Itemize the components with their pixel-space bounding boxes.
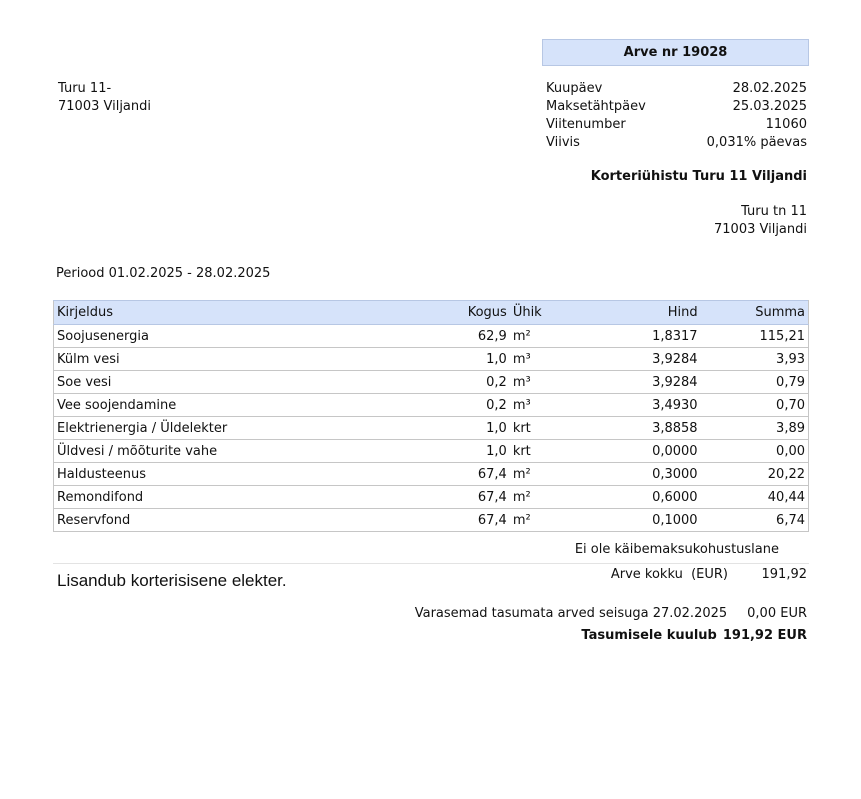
cell-quantity: 67,4 — [398, 463, 510, 486]
table-row — [54, 440, 809, 463]
cell-quantity: 0,2 — [398, 371, 510, 394]
cell-price: 0,0000 — [574, 440, 701, 463]
table-row — [54, 417, 809, 440]
table-row — [54, 509, 809, 532]
cell-description: Reservfond — [54, 509, 398, 532]
divider — [53, 563, 809, 564]
vat-note: Ei ole käibemaksukohustuslane — [574, 542, 779, 557]
total-label: Arve kokku (EUR) — [610, 567, 728, 582]
cell-unit: m² — [510, 509, 574, 532]
meta-value: 11060 — [765, 117, 807, 132]
cell-unit: m³ — [510, 371, 574, 394]
cell-quantity: 0,2 — [398, 394, 510, 417]
cell-unit: krt — [510, 440, 574, 463]
cell-unit: m² — [510, 325, 574, 348]
cell-unit: m² — [510, 463, 574, 486]
cell-sum: 115,21 — [701, 325, 809, 348]
cell-description: Soe vesi — [54, 371, 398, 394]
table-row — [54, 325, 809, 348]
billing-period: Periood 01.02.2025 - 28.02.2025 — [56, 266, 271, 281]
cell-description: Haldusteenus — [54, 463, 398, 486]
cell-unit: m³ — [510, 348, 574, 371]
table-row — [54, 394, 809, 417]
cell-description: Üldvesi / mõõturite vahe — [54, 440, 398, 463]
cell-sum: 6,74 — [701, 509, 809, 532]
cell-price: 0,3000 — [574, 463, 701, 486]
meta-row-reference — [546, 116, 807, 134]
header-sum: Summa — [701, 301, 809, 325]
cell-quantity: 1,0 — [398, 417, 510, 440]
header-description: Kirjeldus — [54, 301, 398, 325]
table-row — [54, 371, 809, 394]
cell-unit: krt — [510, 417, 574, 440]
invoice-title: Arve nr 19028 — [542, 39, 809, 66]
table-header-row — [54, 301, 809, 325]
invoice-meta — [546, 80, 807, 152]
cell-quantity: 62,9 — [398, 325, 510, 348]
cell-sum: 0,70 — [701, 394, 809, 417]
header-unit: Ühik — [510, 301, 574, 325]
cell-quantity: 1,0 — [398, 440, 510, 463]
cell-sum: 20,22 — [701, 463, 809, 486]
company-name: Korteriühistu Turu 11 Viljandi — [590, 169, 807, 184]
total-value: 191,92 — [761, 567, 807, 582]
amount-due-label: Tasumisele kuulub — [581, 628, 717, 643]
customer-address-line2: 71003 Viljandi — [58, 99, 151, 114]
line-items-table — [53, 300, 809, 532]
company-address-line2: 71003 Viljandi — [714, 222, 807, 237]
table-row — [54, 348, 809, 371]
previous-unpaid-label: Varasemad tasumata arved seisuga 27.02.2025 — [414, 606, 728, 621]
cell-sum: 0,00 — [701, 440, 809, 463]
cell-sum: 3,93 — [701, 348, 809, 371]
cell-sum: 3,89 — [701, 417, 809, 440]
header-price: Hind — [574, 301, 701, 325]
meta-row-penalty — [546, 134, 807, 152]
cell-price: 3,4930 — [574, 394, 701, 417]
cell-description: Soojusenergia — [54, 325, 398, 348]
meta-value: 28.02.2025 — [732, 81, 807, 96]
table-row — [54, 463, 809, 486]
meta-label: Viitenumber — [546, 117, 626, 132]
cell-price: 1,8317 — [574, 325, 701, 348]
cell-quantity: 67,4 — [398, 509, 510, 532]
previous-unpaid-value: 0,00 EUR — [747, 606, 807, 621]
customer-address — [58, 80, 151, 116]
meta-label: Kuupäev — [546, 81, 603, 96]
cell-price: 3,9284 — [574, 348, 701, 371]
meta-label: Viivis — [546, 135, 580, 150]
cell-quantity: 1,0 — [398, 348, 510, 371]
cell-sum: 0,79 — [701, 371, 809, 394]
cell-unit: m² — [510, 486, 574, 509]
cell-price: 3,9284 — [574, 371, 701, 394]
cell-price: 0,1000 — [574, 509, 701, 532]
cell-description: Elektrienergia / Üldelekter — [54, 417, 398, 440]
table-row — [54, 486, 809, 509]
company-address — [714, 203, 807, 239]
customer-address-line1: Turu 11- — [58, 81, 112, 96]
cell-description: Remondifond — [54, 486, 398, 509]
previous-unpaid — [415, 606, 807, 621]
cell-description: Külm vesi — [54, 348, 398, 371]
header-quantity: Kogus — [398, 301, 510, 325]
company-address-line1: Turu tn 11 — [741, 204, 807, 219]
meta-row-date — [546, 80, 807, 98]
meta-label: Maksetähtpäev — [546, 99, 646, 114]
meta-row-due-date — [546, 98, 807, 116]
cell-unit: m³ — [510, 394, 574, 417]
extra-note: Lisandub korterisisene elekter. — [57, 571, 287, 590]
meta-value: 0,031% päevas — [706, 135, 807, 150]
cell-quantity: 67,4 — [398, 486, 510, 509]
amount-due — [581, 628, 807, 643]
cell-description: Vee soojendamine — [54, 394, 398, 417]
meta-value: 25.03.2025 — [732, 99, 807, 114]
cell-price: 3,8858 — [574, 417, 701, 440]
cell-price: 0,6000 — [574, 486, 701, 509]
cell-sum: 40,44 — [701, 486, 809, 509]
amount-due-value: 191,92 EUR — [722, 628, 807, 643]
